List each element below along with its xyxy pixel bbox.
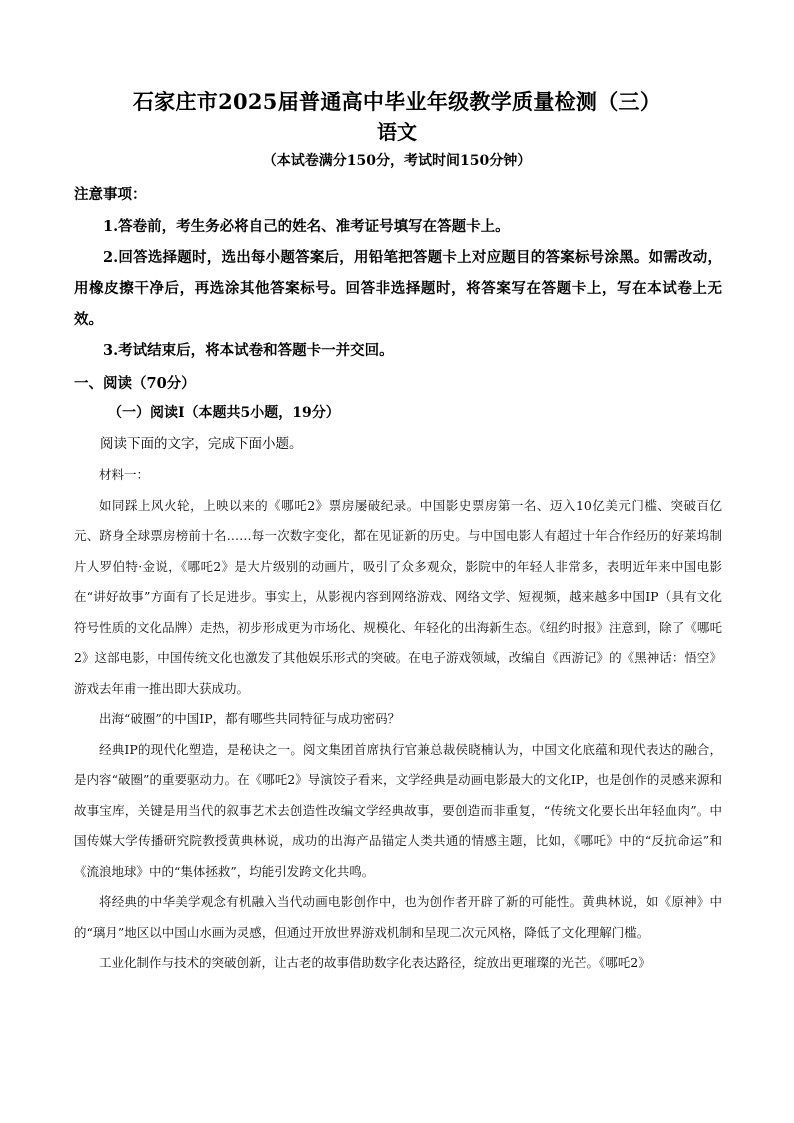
notes-list: [74, 211, 722, 366]
material-paragraph: 工业化制作与技术的突破创新，让古老的故事借助数字化表达路径，绽放出更璀璨的光芒。《哪吒2》: [99, 955, 651, 970]
reading-instruction: 阅读下面的文字，完成下面小题。: [100, 436, 303, 452]
material-paragraph: 将经典的中华美学观念有机融入当代动画电影创作中，也为创作者开辟了新的可能性。黄典林说，如《原神》中的“璃月”地区以中国山水画为灵感，但通过开放世界游戏机制和呈现二次元风格，降低了文化理解门槛。: [74, 894, 722, 940]
material-label: 材料一：: [99, 467, 150, 482]
exam-title: 石家庄市2025届普通高中毕业年级教学质量检测（三）: [132, 89, 662, 114]
reading-material: [74, 460, 722, 979]
note-item: 3.考试结束后，将本试卷和答题卡一并交回。: [103, 342, 394, 359]
material-paragraph: 经典IP的现代化塑造，是秘诀之一。阅文集团首席执行官兼总裁侯晓楠认为，中国文化底蕴和现代表达的融合，是内容“破圈”的重要驱动力。在《哪吒2》导演饺子看来，文学经典是动画电影最大的文化IP，也是创作的灵感来源和故事宝库，关键是用当代的叙事艺术去创造性改编文学经典故事，要创造而非重复，“传统文化要长出年轻血肉”。中国传媒大学传播研究院教授黄典林说，成功的出海产品锚定人类共通的情感主题，比如，《哪吒》中的“反抗命运”和《流浪地球》中的“集体拯救”，均能引发跨文化共鸣。: [74, 741, 722, 879]
exam-info: （本试卷满分150分，考试时间150分钟）: [262, 153, 532, 169]
material-paragraph: 如同踩上风火轮，上映以来的《哪吒2》票房屡破纪录。中国影史票房第一名、迈入10亿美元门槛、突破百亿元、跻身全球票房榜前十名……每一次数字变化，都在见证新的历史。与中国电影人有超过十年合作经历的好莱坞制片人罗伯特·金说，《哪吒2》是大片级别的动画片，吸引了众多观众，影院中的年轻人非常多，表明近年来中国电影在“讲好故事”方面有了长足进步。事实上，从影视内容到网络游戏、网络文学、短视频，越来越多中国IP（具有文化符号性质的文化品牌）走热，初步形成更为市场化、规模化、年轻化的出海新生态。《纽约时报》注意到，除了《哪吒2》这部电影，中国传统文化也激发了其他娱乐形式的突破。在电子游戏领域，改编自《西游记》的《黑神话：悟空》游戏去年甫一推出即大获成功。: [74, 497, 722, 696]
note-item: 2.回答选择题时，选出每小题答案后，用铅笔把答题卡上对应题目的答案标号涂黑。如需改动，用橡皮擦干净后，再选涂其他答案标号。回答非选择题时，将答案写在答题卡上，写在本试卷上无效。: [74, 249, 722, 328]
subsection-heading: （一）阅读Ⅰ（本题共5小题，19分）: [108, 405, 340, 421]
notes-heading: 注意事项：: [74, 186, 147, 203]
note-item: 1.答卷前，考生务必将自己的姓名、准考证号填写在答题卡上。: [103, 218, 510, 235]
material-paragraph: 出海“破圈”的中国IP，都有哪些共同特征与成功密码？: [99, 711, 401, 726]
subject-title: 语文: [377, 120, 417, 144]
section-heading: 一、阅读（70分）: [74, 375, 196, 392]
